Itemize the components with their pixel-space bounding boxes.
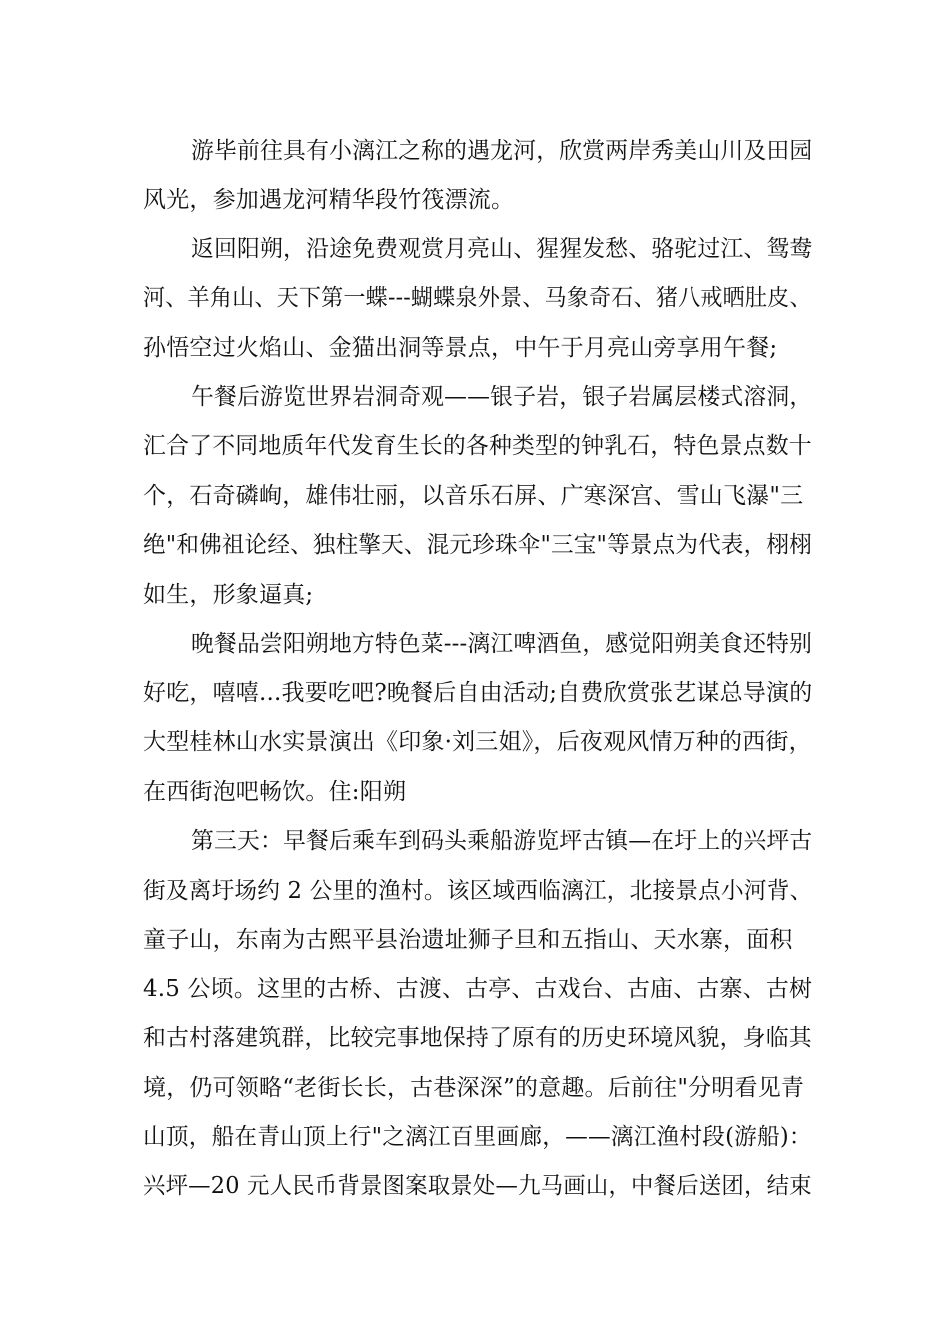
text-line: 河、羊角山、天下第一蝶---蝴蝶泉外景、马象奇石、猪八戒晒肚皮、 [143, 285, 812, 311]
text-line: 返回阳朔，沿途免费观赏月亮山、猩猩发愁、骆驼过江、鸳鸯 [191, 236, 813, 262]
text-line: 山顶，船在青山顶上行"之漓江百里画廊，——漓江渔村段(游船)： [143, 1124, 812, 1150]
text-line: 街及离圩场约 2 公里的渔村。该区域西临漓江，北接景点小河背、 [143, 878, 813, 904]
text-line: 如生，形象逼真; [143, 582, 314, 608]
text-line: 大型桂林山水实景演出《印象·刘三姐》，后夜观风情万种的西街， [143, 729, 812, 755]
text-line: 第三天：早餐后乘车到码头乘船游览坪古镇—在圩上的兴坪古 [191, 828, 813, 854]
text-line: 午餐后游览世界岩洞奇观——银子岩，银子岩属层楼式溶洞， [191, 384, 813, 410]
text-line: 境，仍可领略“老街长长，古巷深深”的意趣。后前往"分明看见青 [143, 1075, 805, 1101]
text-line: 孙悟空过火焰山、金猫出洞等景点，中午于月亮山旁享用午餐; [143, 335, 778, 361]
text-line: 汇合了不同地质年代发育生长的各种类型的钟乳石，特色景点数十 [143, 433, 812, 459]
text-line: 在西街泡吧畅饮。住:阳朔 [143, 779, 407, 805]
text-line: 风光，参加遇龙河精华段竹筏漂流。 [143, 187, 515, 213]
text-line: 游毕前往具有小漓江之称的遇龙河，欣赏两岸秀美山川及田园 [191, 138, 813, 164]
text-line: 个，石奇磷峋，雄伟壮丽，以音乐石屏、广寒深宫、雪山飞瀑"三 [143, 483, 804, 509]
text-line: 好吃，嘻嘻...我要吃吧?晚餐后自由活动;自费欣赏张艺谋总导演的 [143, 680, 813, 706]
text-line: 和古村落建筑群，比较完事地保持了原有的历史环境风貌，身临其 [143, 1025, 812, 1051]
text-line: 兴坪—20 元人民币背景图案取景处—九马画山，中餐后送团，结束 [143, 1173, 812, 1199]
text-line: 4.5 公顷。这里的古桥、古渡、古亭、古戏台、古庙、古寨、古树 [143, 976, 813, 1002]
text-line: 童子山，东南为古熙平县治遗址狮子旦和五指山、天水寨，面积 [143, 927, 793, 953]
text-line: 绝"和佛祖论经、独柱擎天、混元珍珠伞"三宝"等景点为代表，栩栩 [143, 532, 812, 558]
text-line: 晚餐品尝阳朔地方特色菜---漓江啤酒鱼，感觉阳朔美食还特别 [191, 631, 813, 657]
